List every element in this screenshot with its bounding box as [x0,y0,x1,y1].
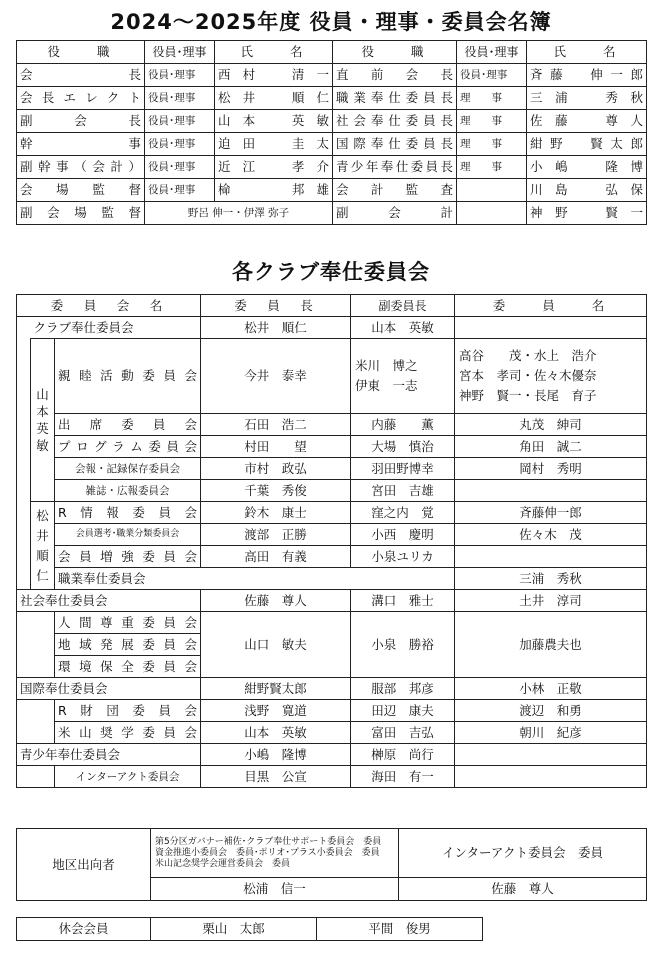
table-row [17,339,647,414]
role-cell: 役員･理事 [145,87,215,110]
leave-member: 栗山 太郎 [151,918,317,941]
committee-name: 会員増強委員会 [55,546,201,568]
position-cell: 国際奉仕委員長 [333,133,457,156]
roster-title: 2024～2025年度 役員・理事・委員会名簿 [110,10,552,34]
header-position: 役 職 [333,41,457,64]
position-cell: 副会計 [333,202,457,225]
header-position: 役 職 [17,41,145,64]
role-cell: 役員･理事 [145,179,215,202]
chair-cell: 松井 順仁 [201,317,351,339]
vice-chair-cell: 米川 博之 伊東 一志 [351,339,455,414]
chair-cell: 村田 望 [201,436,351,458]
header-vice-chair: 副委員長 [351,295,455,317]
committee-name: 社会奉仕委員会 [17,590,201,612]
committee-name: R財団委員会 [55,700,201,722]
committee-name: 環境保全委員会 [55,656,201,678]
name-cell: 椧 邦雄 [215,179,333,202]
table-row [17,590,647,612]
district-label: 地区出向者 [17,829,151,901]
table-row [17,568,647,590]
table-row [17,133,647,156]
role-cell: 役員･理事 [145,64,215,87]
vice-chair-cell: 富田 吉弘 [351,722,455,744]
members-cell: 丸茂 紳司 [455,414,647,436]
officers-table [16,40,647,225]
table-row [17,414,647,436]
district-role-2: インターアクト委員会 委員 [399,829,647,878]
chair-cell: 山口 敏夫 [201,612,351,678]
members-cell [455,546,647,568]
members-cell: 佐々木 茂 [455,524,647,546]
chair-cell: 目黒 公宣 [201,766,351,788]
group-label-matsui: 松井順仁 [31,502,55,590]
chair-cell: 浅野 寛道 [201,700,351,722]
role-cell: 役員･理事 [145,110,215,133]
table-row [17,179,647,202]
name-cell: 迫田 圭太 [215,133,333,156]
position-cell: 会場監督 [17,179,145,202]
chair-cell: 市村 政弘 [201,458,351,480]
committee-name: 青少年奉仕委員会 [17,744,201,766]
table-row [17,502,647,524]
leave-member: 平間 俊男 [317,918,483,941]
vice-chair-cell: 海田 有一 [351,766,455,788]
name-cell: 小嶋 隆博 [527,156,647,179]
chair-cell: 三浦 秀秋 [455,568,647,590]
header-name: 氏 名 [215,41,333,64]
committee-name: 会報・記録保存委員会 [55,458,201,480]
role-cell: 理 事 [457,133,527,156]
members-cell: 斉藤伸一郎 [455,502,647,524]
table-row [17,202,647,225]
table-row [17,744,647,766]
members-cell: 高谷 茂・水上 浩介 宮本 孝司・佐々木優奈 神野 賢一・長尾 育子 [455,339,647,414]
committee-name: 出席委員会 [55,414,201,436]
members-cell: 加藤農夫也 [455,612,647,678]
members-cell [455,317,647,339]
committee-name: 親睦活動委員会 [55,339,201,414]
table-row [17,317,647,339]
position-cell: 直前会長 [333,64,457,87]
vice-chair-cell: 山本 英敏 [351,317,455,339]
role-cell: 理 事 [457,87,527,110]
role-cell [457,202,527,225]
committees-table [16,294,647,788]
vice-chair-cell: 羽田野博幸 [351,458,455,480]
table-row [17,458,647,480]
committee-name: 米山奨学委員会 [55,722,201,744]
table-row [17,436,647,458]
position-cell: 会長 [17,64,145,87]
chair-cell: 高田 有義 [201,546,351,568]
vice-chair-cell: 小西 慶明 [351,524,455,546]
officers-header-row [17,41,647,64]
name-cell: 紺野 賢太郎 [527,133,647,156]
name-cell: 川島 弘保 [527,179,647,202]
table-row [17,87,647,110]
table-row [17,480,647,502]
name-cell: 西村 清一 [215,64,333,87]
header-committee: 委 員 会 名 [17,295,201,317]
position-cell: 会計監査 [333,179,457,202]
members-cell: 朝川 紀彦 [455,722,647,744]
committee-name: 人間尊重委員会 [55,612,201,634]
committee-name: 雑誌・広報委員会 [55,480,201,502]
table-row [17,766,647,788]
members-cell: 小林 正敬 [455,678,647,700]
committee-name: インターアクト委員会 [55,766,201,788]
name-cell: 三浦 秀秋 [527,87,647,110]
vice-chair-cell: 服部 邦彦 [351,678,455,700]
members-cell: 岡村 秀明 [455,458,647,480]
position-cell: 会長エレクト [17,87,145,110]
name-cell: 松井 順仁 [215,87,333,110]
table-row [17,64,647,87]
vice-chair-cell: 窪之内 覚 [351,502,455,524]
members-cell: 渡辺 和勇 [455,700,647,722]
vice-chair-cell: 溝口 雅士 [351,590,455,612]
name-cell: 山本 英敏 [215,110,333,133]
chair-cell: 山本 英敏 [201,722,351,744]
header-chair: 委 員 長 [201,295,351,317]
members-cell [455,744,647,766]
vice-chair-cell: 小泉ユリカ [351,546,455,568]
name-cell: 佐藤 尊人 [527,110,647,133]
vice-chair-cell: 小泉 勝裕 [351,612,455,678]
role-cell: 役員･理事 [457,64,527,87]
header-members: 委 員 名 [455,295,647,317]
group-label-yamamoto: 山本英敏 [31,339,55,502]
vice-chair-cell: 大場 慎治 [351,436,455,458]
role-cell: 役員･理事 [145,156,215,179]
chair-cell: 鈴木 康士 [201,502,351,524]
table-row [17,722,647,744]
committee-name: R情報委員会 [55,502,201,524]
name-cell: 野呂 伸一・伊澤 弥子 [145,202,333,225]
table-row [17,546,647,568]
table-row [17,612,647,634]
committee-name: プログラム委員会 [55,436,201,458]
table-row [17,110,647,133]
role-cell: 理 事 [457,110,527,133]
chair-cell: 今井 泰幸 [201,339,351,414]
district-table [16,828,647,901]
position-cell: 青少年奉仕委員長 [333,156,457,179]
leave-table [16,917,483,941]
committee-name: 地域発展委員会 [55,634,201,656]
table-row [17,524,647,546]
name-cell: 神野 賢一 [527,202,647,225]
chair-cell: 佐藤 尊人 [201,590,351,612]
role-cell: 理 事 [457,156,527,179]
position-cell: 社会奉仕委員長 [333,110,457,133]
table-row [17,678,647,700]
members-cell: 土井 淳司 [455,590,647,612]
table-row [17,156,647,179]
table-row [17,700,647,722]
name-cell: 斉藤 伸一郎 [527,64,647,87]
role-cell: 役員･理事 [145,133,215,156]
header-role: 役員･理事 [145,41,215,64]
vice-chair-cell: 内藤 薫 [351,414,455,436]
district-roles: 第5分区ガバナー補佐･クラブ奉仕サポート委員会 委員 資金推進小委員会 委員･ポリオ･プラス小委員会 委員 米山記念奨学会運営委員会 委員 [151,829,399,878]
chair-cell: 紺野賢太郎 [201,678,351,700]
chair-cell: 千葉 秀俊 [201,480,351,502]
vice-chair-cell: 田辺 康夫 [351,700,455,722]
position-cell: 副会長 [17,110,145,133]
committees-header-row [17,295,647,317]
vice-chair-cell: 榊原 尚行 [351,744,455,766]
position-cell: 幹事 [17,133,145,156]
members-cell [455,766,647,788]
position-cell: 副幹事（会計） [17,156,145,179]
committee-name: 会員選考･職業分類委員会 [55,524,201,546]
position-cell: 職業奉仕委員長 [333,87,457,110]
vice-chair-cell: 宮田 吉雄 [351,480,455,502]
chair-cell: 渡部 正勝 [201,524,351,546]
members-cell: 角田 誠二 [455,436,647,458]
role-cell [457,179,527,202]
header-role: 役員･理事 [457,41,527,64]
district-name-1: 松浦 信一 [151,878,399,901]
leave-label: 休会会員 [17,918,151,941]
committee-name: クラブ奉仕委員会 [31,317,201,339]
committees-title: 各クラブ奉仕委員会 [232,260,430,284]
name-cell: 近江 孝介 [215,156,333,179]
committee-name: 国際奉仕委員会 [17,678,201,700]
position-cell: 副会場監督 [17,202,145,225]
committee-name: 職業奉仕委員会 [55,568,455,590]
header-name: 氏 名 [527,41,647,64]
members-cell [455,480,647,502]
district-name-2: 佐藤 尊人 [399,878,647,901]
chair-cell: 石田 浩二 [201,414,351,436]
chair-cell: 小嶋 隆博 [201,744,351,766]
